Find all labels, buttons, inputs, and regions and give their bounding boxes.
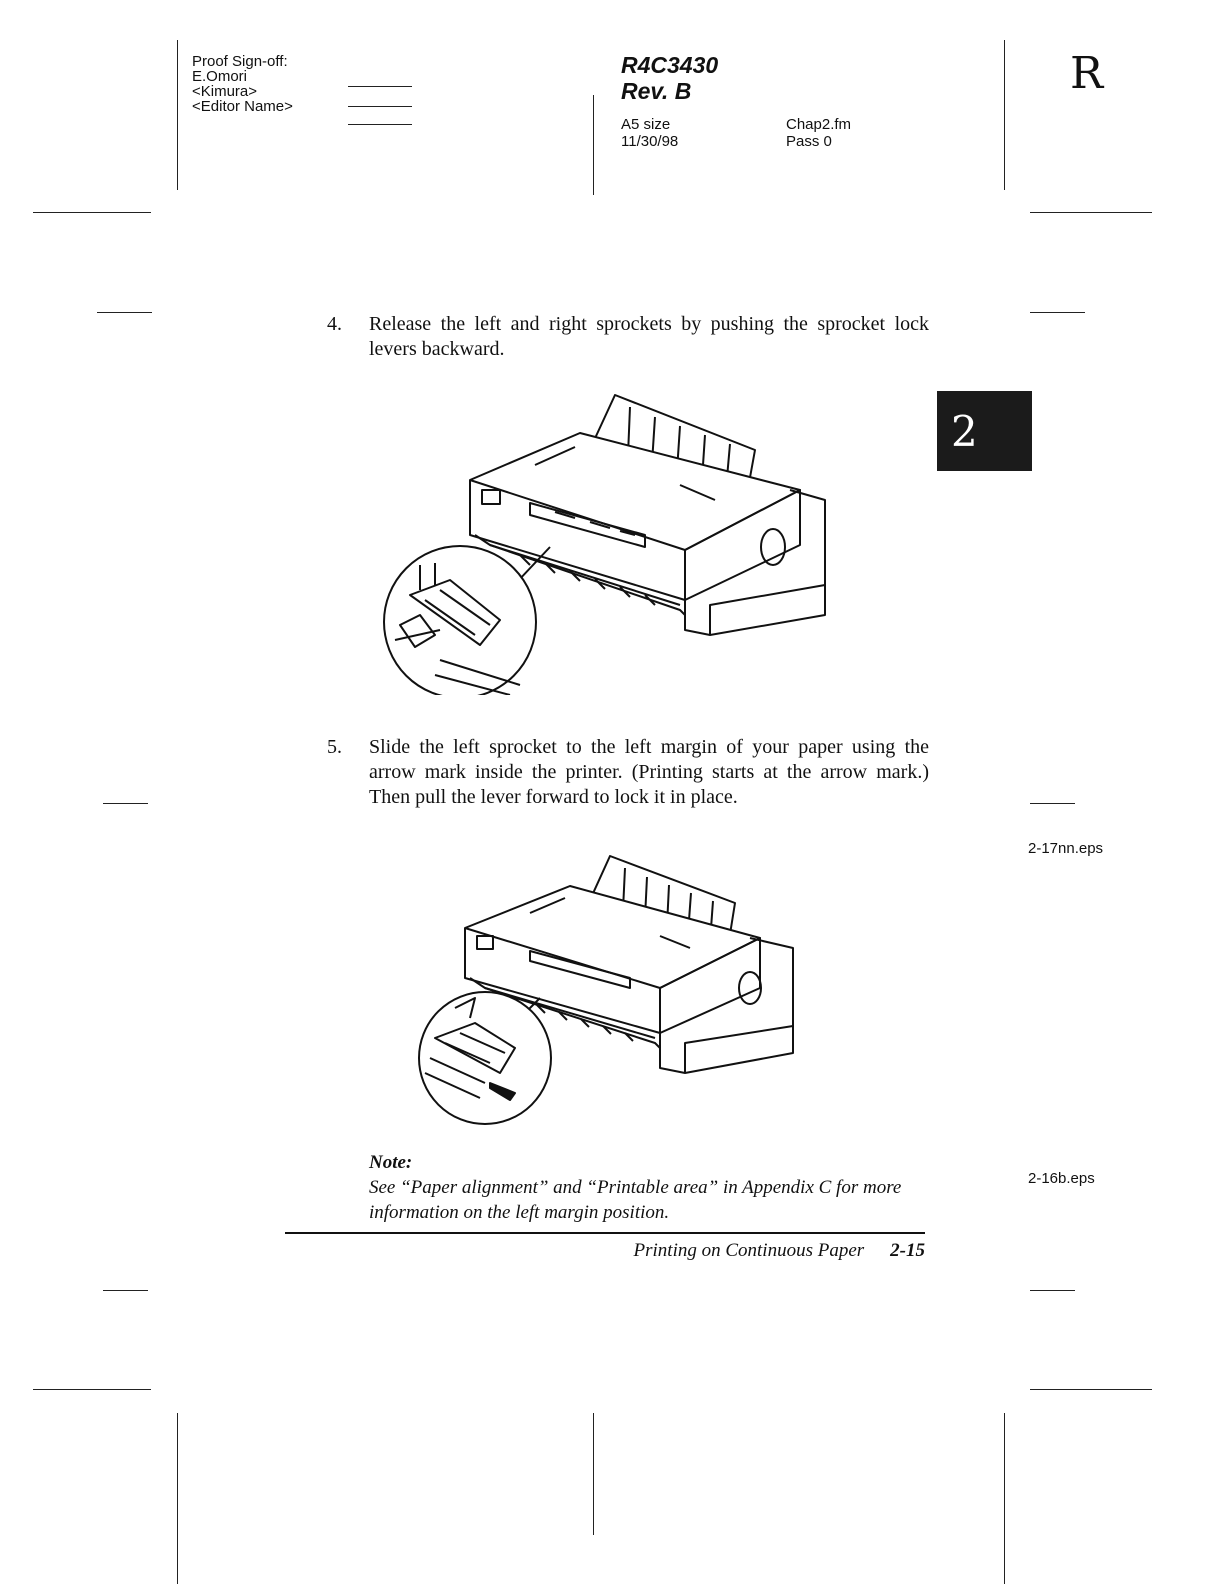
printer-sprocket-slide-illustration xyxy=(415,848,805,1138)
crop-line xyxy=(33,1389,151,1390)
figure-filename: 2-16b.eps xyxy=(1028,1170,1095,1187)
crop-line xyxy=(1030,212,1152,213)
margin-mark xyxy=(1030,312,1085,313)
crop-line xyxy=(177,40,178,190)
side-letter: R xyxy=(1070,48,1104,99)
revision: Rev. B xyxy=(621,78,692,104)
file-name: Chap2.fm xyxy=(786,116,852,133)
figure-filename: 2-17nn.eps xyxy=(1028,840,1104,857)
chapter-number: 2 xyxy=(951,407,978,456)
step-text: Release the left and right sprockets by pushing the sprocket lock levers backward. xyxy=(369,313,929,360)
chapter-tab xyxy=(937,391,1032,471)
signature-line xyxy=(348,86,412,87)
printer-sprocket-release-illustration xyxy=(380,385,840,695)
page-footer xyxy=(560,1240,925,1262)
proof-line: E.Omori xyxy=(192,68,248,85)
crop-line xyxy=(1030,1389,1152,1390)
doc-code: R4C3430 xyxy=(621,52,719,78)
step-number: 5. xyxy=(327,736,342,758)
margin-mark xyxy=(97,312,152,313)
margin-mark xyxy=(1030,1290,1075,1291)
crop-line xyxy=(33,212,151,213)
signature-line xyxy=(348,124,412,125)
proof-signoff xyxy=(192,54,293,114)
page-number: 2-15 xyxy=(890,1240,925,1261)
pass: Pass 0 xyxy=(786,133,832,150)
crop-line xyxy=(1004,1413,1005,1584)
crop-line xyxy=(593,1413,594,1535)
crop-line xyxy=(593,95,594,195)
date: 11/30/98 xyxy=(621,133,679,150)
step-text: Slide the left sprocket to the left margin of your paper using the arrow mark inside the printer. (Printing starts at the arrow mark.) Then pull the lever forward to lock it in place. xyxy=(369,736,929,808)
page-size: A5 size xyxy=(621,116,671,133)
proof-line: Proof Sign-off: xyxy=(192,53,288,70)
note-title: Note: xyxy=(369,1152,413,1173)
margin-mark xyxy=(103,803,148,804)
note xyxy=(369,1150,929,1225)
margin-mark xyxy=(103,1290,148,1291)
signature-line xyxy=(348,106,412,107)
margin-mark xyxy=(1030,803,1075,804)
section-title: Printing on Continuous Paper xyxy=(633,1240,865,1261)
crop-line xyxy=(1004,40,1005,190)
doc-code-block xyxy=(621,52,718,104)
proof-line: <Editor Name> xyxy=(192,98,293,115)
proof-line: <Kimura> xyxy=(192,83,258,100)
footer-rule xyxy=(285,1232,925,1234)
step-number: 4. xyxy=(327,313,342,335)
note-text: See “Paper alignment” and “Printable area” in Appendix C for more information on the left margin position. xyxy=(369,1177,902,1223)
crop-line xyxy=(177,1413,178,1584)
